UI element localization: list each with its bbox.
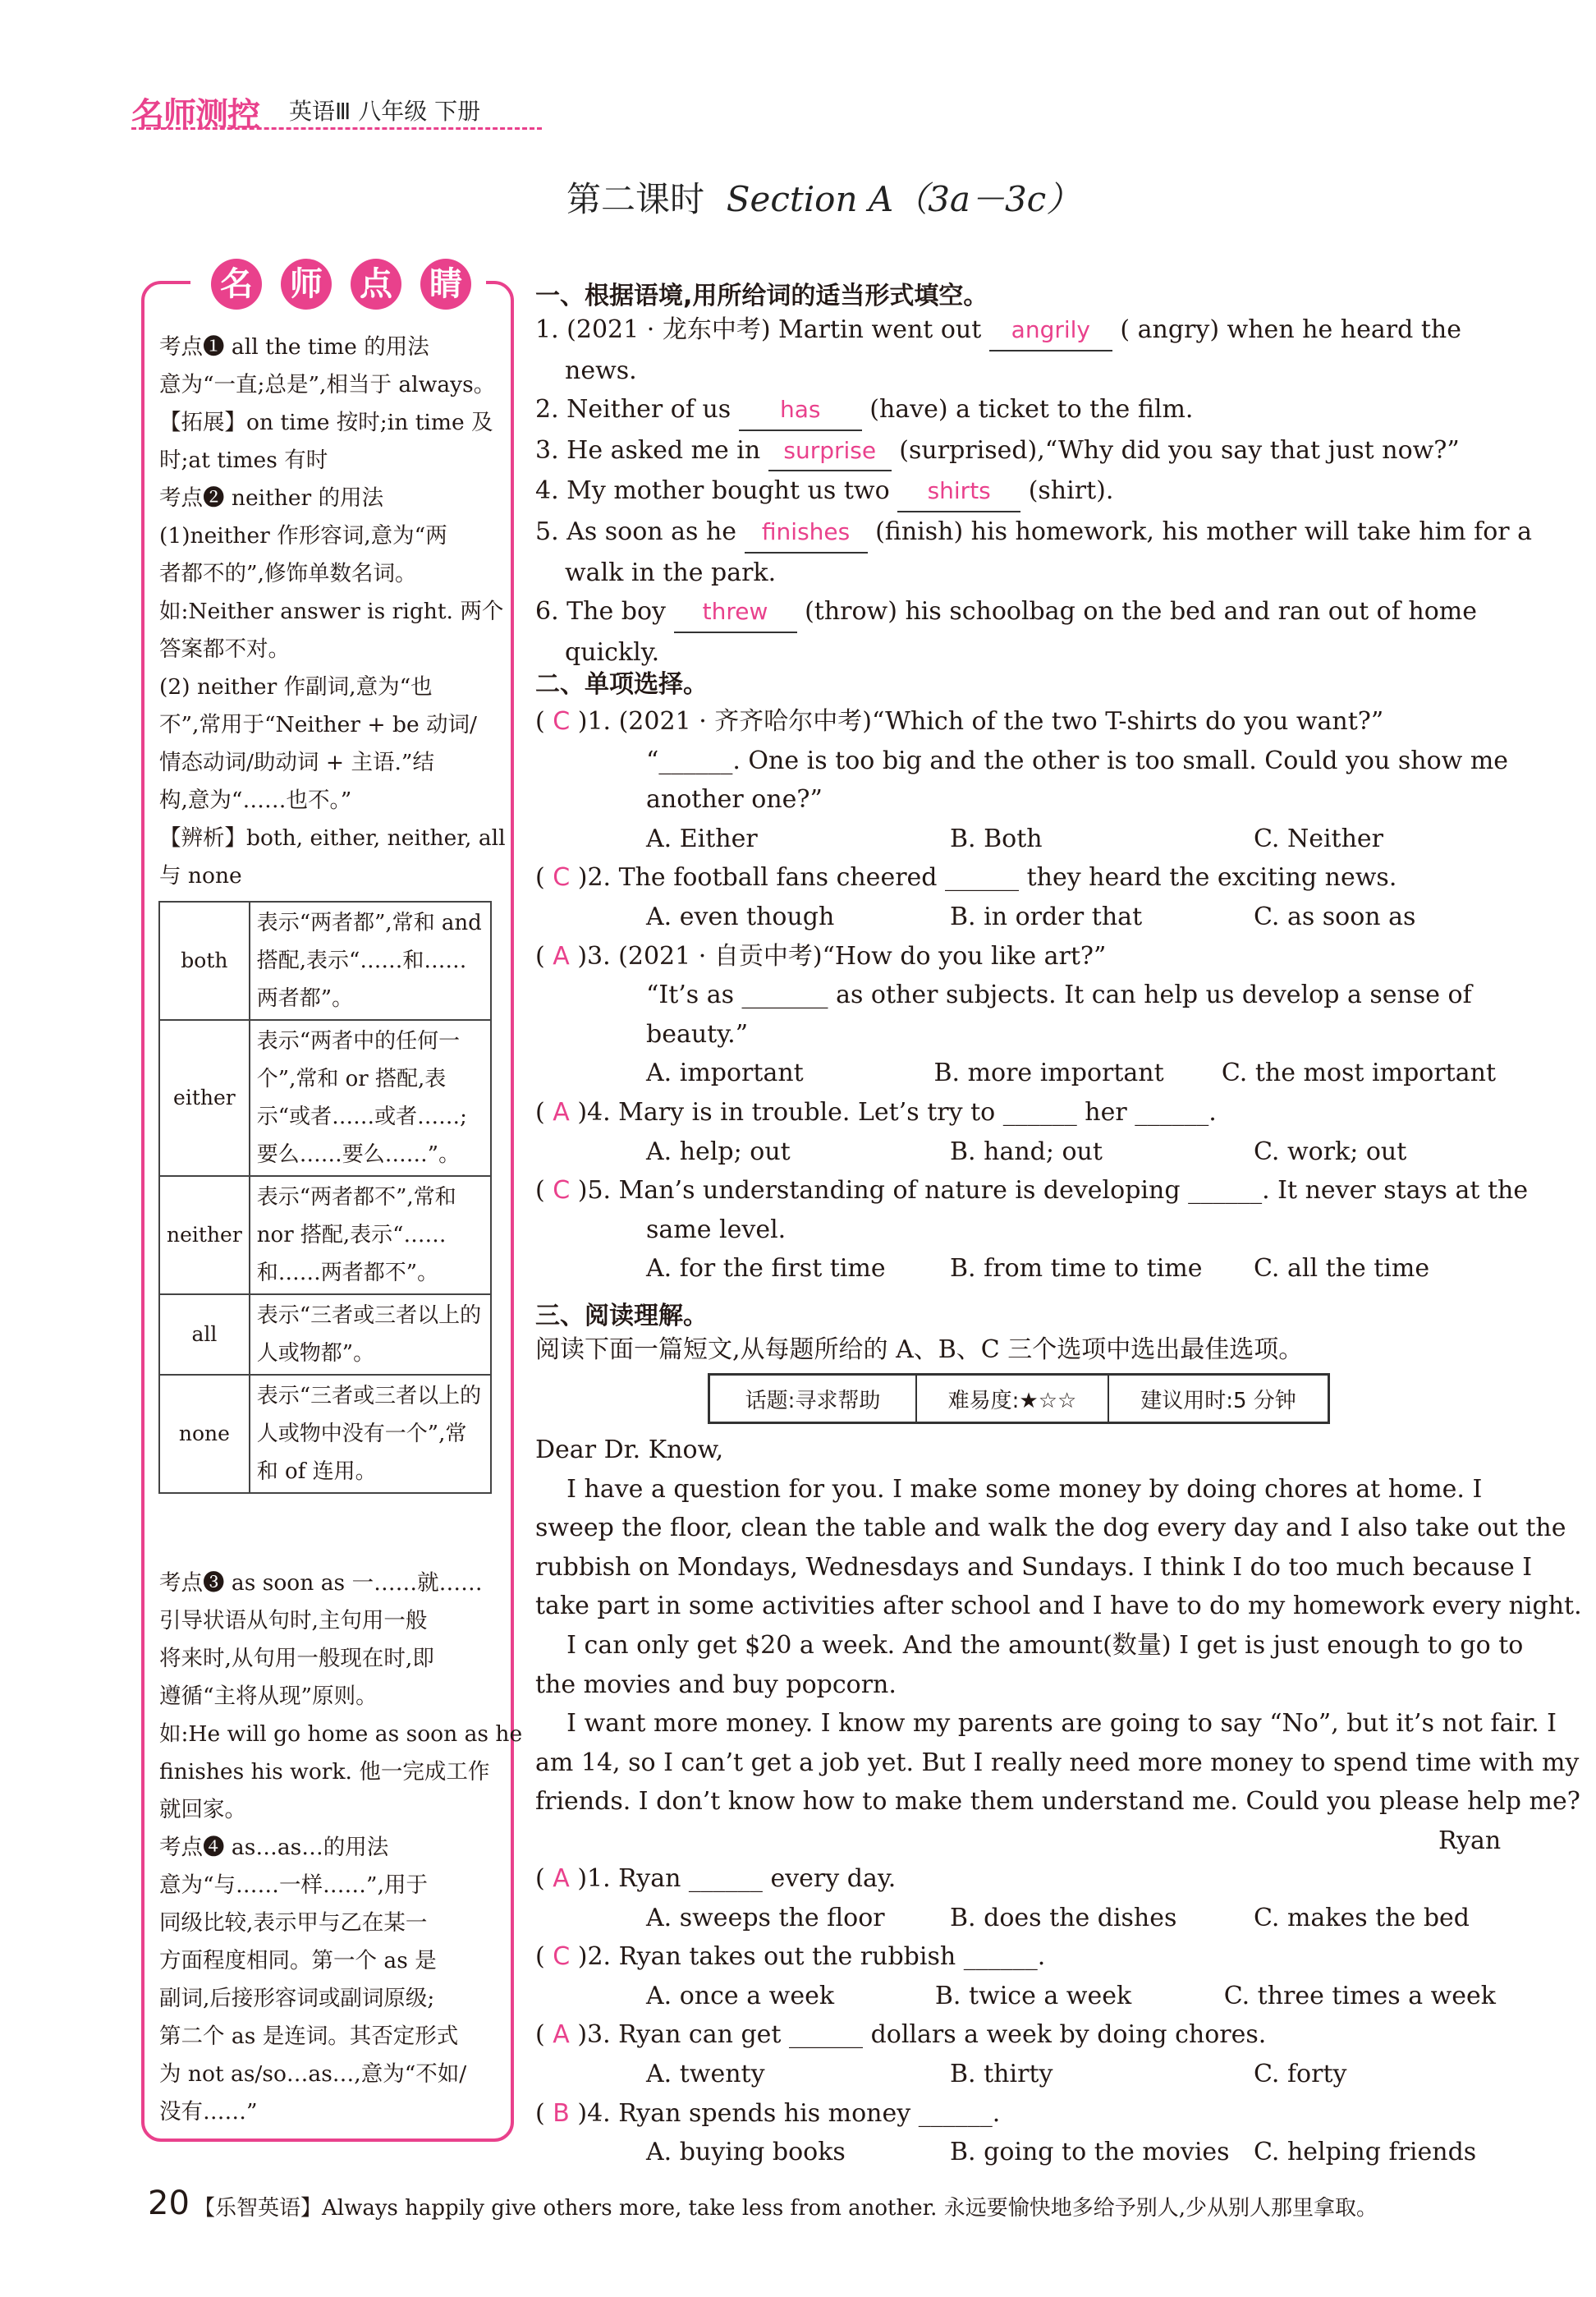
table-desc: 表示“两者中的任何一个”,常和 or 搭配,表示“或者……或者……;要么……要么……”。 — [250, 1020, 491, 1176]
options-row — [535, 2133, 1496, 2172]
option: C. forty — [1254, 2059, 1347, 2088]
reading-info-box — [708, 1373, 1330, 1424]
question-text: (have) a ticket to the film. — [861, 395, 1194, 425]
comparison-table — [158, 901, 492, 1494]
table-word: both — [159, 902, 250, 1020]
letter-signature: Ryan — [1438, 1826, 1502, 1855]
question-text: (shirt). — [1020, 476, 1114, 506]
badge-char: 名 — [211, 259, 262, 310]
section-heading-reading: 三、阅读理解。 — [535, 1302, 708, 1330]
table-word: all — [159, 1294, 250, 1375]
options-row — [535, 898, 1496, 937]
paren-open: ( — [535, 1942, 553, 1972]
subject-label: 英语Ⅲ 八年级 下册 — [289, 98, 481, 125]
sidebar-line: 为 not as/so…as…,意为“不如/ — [159, 2061, 467, 2087]
question-continuation: another one?” — [646, 785, 823, 815]
answer-blank — [739, 390, 862, 431]
badge-char: 睛 — [420, 259, 471, 310]
info-time: 建议用时:5 分钟 — [1140, 1388, 1296, 1413]
option: A. Either — [646, 824, 758, 853]
sidebar-line: (1)neither 作形容词,意为“两 — [159, 523, 447, 549]
options-row — [535, 1899, 1496, 1938]
section-heading-fill: 一、根据语境,用所给词的适当形式填空。 — [535, 282, 988, 310]
question-continuation: beauty.” — [646, 1019, 749, 1049]
table-row — [159, 1375, 491, 1493]
choice-answer: B — [553, 2098, 570, 2128]
option: A. for the first time — [646, 1254, 886, 1284]
sidebar-line: 意为“一直;总是”,相当于 always。 — [159, 372, 496, 397]
section-heading-choice: 二、单项选择。 — [535, 670, 708, 699]
letter-line: Dear Dr. Know, — [535, 1436, 724, 1464]
choice-questions — [535, 702, 1529, 1289]
table-row — [159, 902, 491, 1020]
sidebar-line: 时;at times 有时 — [159, 448, 328, 473]
choice-answer: A — [553, 1864, 570, 1893]
option: A. sweeps the floor — [646, 1903, 885, 1932]
sidebar-line: 意为“与……一样……”,用于 — [159, 1872, 429, 1898]
choice-question — [535, 1937, 1496, 1977]
paren-open: ( — [535, 941, 553, 971]
options-row — [535, 2055, 1496, 2094]
choice-question — [535, 1093, 1496, 1132]
question-text: 6. The boy — [535, 597, 674, 627]
option: A. once a week — [646, 1981, 834, 2010]
options-row — [535, 1054, 1496, 1093]
reading-passage — [535, 1431, 1582, 1822]
table-row — [159, 1294, 491, 1375]
choice-question — [535, 2094, 1496, 2134]
letter-line: I want more money. I know my parents are going to say “No”, but it’s not fair. I — [535, 1709, 1557, 1739]
sidebar-line: 将来时,从句用一般现在时,即 — [159, 1646, 434, 1671]
paren-open: ( — [535, 2098, 553, 2128]
answer-text: has — [779, 396, 821, 424]
choice-answer: A — [553, 941, 570, 971]
option: B. twice a week — [934, 1981, 1132, 2010]
fill-question — [535, 592, 1496, 633]
table-word: either — [159, 1020, 250, 1176]
option: B. in order that — [950, 902, 1143, 931]
question-text: )1. Ryan ______ every day. — [569, 1864, 897, 1893]
option: C. work; out — [1254, 1137, 1407, 1166]
paren-open: ( — [535, 863, 553, 893]
answer-text: threw — [702, 598, 768, 626]
answer-text: angrily — [1011, 316, 1090, 343]
question-continuation: same level. — [646, 1215, 787, 1244]
sidebar-line: 如:Neither answer is right. 两个 — [159, 599, 504, 624]
letter-line: friends. I don’t know how to make them understand me. Could you please help me? — [535, 1787, 1580, 1817]
option: B. does the dishes — [950, 1903, 1177, 1932]
sidebar-line: 第二个 as 是连词。其否定形式 — [159, 2024, 459, 2049]
sidebar-line: 者都不的”,修饰单数名词。 — [159, 561, 417, 586]
table-word: neither — [159, 1176, 250, 1294]
option: A. help; out — [646, 1137, 791, 1166]
option: B. going to the movies — [950, 2138, 1230, 2167]
choice-question — [535, 702, 1496, 742]
letter-line: sweep the floor, clean the table and walk the dog every day and I also take out the — [535, 1514, 1566, 1543]
paren-open: ( — [535, 1097, 553, 1127]
answer-text: finishes — [761, 517, 851, 545]
option: C. all the time — [1254, 1254, 1430, 1284]
sidebar-notes-bottom — [159, 1564, 523, 2131]
info-difficulty: 难易度:★☆☆ — [917, 1376, 1109, 1422]
question-text: ( angry) when he heard the — [1112, 315, 1461, 344]
question-text: (throw) his schoolbag on the bed and ran out of home — [796, 597, 1477, 627]
option: C. the most important — [1221, 1059, 1496, 1088]
paren-open: ( — [535, 1176, 553, 1206]
question-continuation: news. — [565, 356, 637, 385]
paren-open: ( — [535, 707, 553, 736]
question-text: )2. The football fans cheered ______ they heard the exciting news. — [570, 863, 1397, 893]
table-desc: 表示“两者都不”,常和 nor 搭配,表示“……和……两者都不”。 — [250, 1176, 491, 1294]
badge-char: 师 — [281, 259, 332, 310]
choice-question — [535, 858, 1496, 898]
sidebar-line: 引导状语从句时,主句用一般 — [159, 1608, 428, 1633]
option: B. thirty — [950, 2059, 1053, 2088]
answer-text: surprise — [783, 436, 877, 464]
option: B. hand; out — [950, 1137, 1103, 1166]
answer-blank — [745, 512, 868, 554]
sidebar-line: 如:He will go home as soon as he — [159, 1721, 523, 1747]
letter-line: I have a question for you. I make some money by doing chores at home. I — [535, 1474, 1483, 1504]
letter-line: am 14, so I can’t get a job yet. But I really need more money to spend time with my — [535, 1748, 1580, 1777]
reading-instruction: 阅读下面一篇短文,从每题所给的 A、B、C 三个选项中选出最佳选项。 — [535, 1335, 1304, 1364]
question-text: )4. Ryan spends his money ______. — [569, 2098, 1001, 2128]
choice-question — [535, 937, 1496, 976]
choice-question — [535, 2015, 1496, 2055]
sidebar-line: 【拓展】on time 按时;in time 及 — [159, 410, 493, 435]
options-row — [535, 1977, 1496, 2016]
fill-question — [535, 512, 1533, 554]
fill-question — [535, 431, 1496, 472]
sidebar-line: finishes his work. 他一完成工作 — [159, 1759, 490, 1785]
question-text: 1. (2021 · 龙东中考) Martin went out — [535, 315, 989, 344]
letter-line: the movies and buy popcorn. — [535, 1670, 897, 1699]
choice-answer: C — [553, 1176, 571, 1206]
fill-question — [535, 471, 1496, 512]
sidebar-line: 情态动词/助动词 + 主语.”结 — [159, 750, 434, 775]
question-text: (surprised),“Why did you say that just now?” — [891, 435, 1460, 465]
question-text: )5. Man’s understanding of nature is developing ______. It never stays at the — [570, 1176, 1529, 1206]
option: A. buying books — [646, 2138, 846, 2167]
letter-line: rubbish on Mondays, Wednesdays and Sundays. I think I do too much because I — [535, 1552, 1533, 1582]
sidebar-line: 副词,后接形容词或副词原级; — [159, 1986, 435, 2011]
sidebar-line: 考点❶ all the time 的用法 — [159, 334, 429, 360]
question-continuation: quickly. — [565, 637, 660, 667]
sidebar-notes-top — [159, 328, 506, 895]
sidebar-line: 没有……” — [159, 2099, 258, 2125]
table-desc: 表示“两者都”,常和 and 搭配,表示“……和……两者都”。 — [250, 902, 491, 1020]
question-text: 4. My mother bought us two — [535, 476, 898, 506]
reading-questions — [535, 1859, 1496, 2172]
choice-answer: A — [553, 2020, 570, 2050]
sidebar-line: 就回家。 — [159, 1797, 246, 1822]
option: C. three times a week — [1223, 1981, 1496, 2010]
lesson-title-en: Section A（3a－3c） — [726, 179, 1081, 219]
options-row — [535, 820, 1496, 859]
option: C. makes the bed — [1254, 1903, 1470, 1932]
fill-in-questions — [535, 310, 1533, 672]
options-row — [535, 1249, 1496, 1289]
fill-question — [535, 390, 1496, 431]
sidebar-line: 考点❷ neither 的用法 — [159, 485, 384, 511]
sidebar-line: (2) neither 作副词,意为“也 — [159, 674, 433, 700]
answer-blank — [768, 431, 892, 472]
sidebar-line: 方面程度相同。第一个 as 是 — [159, 1948, 437, 1973]
options-row — [535, 1132, 1496, 1172]
choice-answer: C — [553, 1942, 571, 1972]
choice-question — [535, 1859, 1496, 1899]
question-text: )3. Ryan can get ______ dollars a week by doing chores. — [569, 2020, 1267, 2050]
choice-question — [535, 1171, 1529, 1211]
choice-answer: C — [553, 863, 571, 893]
option: B. more important — [933, 1059, 1164, 1088]
lesson-title-cn: 第二课时 — [566, 179, 705, 219]
option: A. even though — [646, 902, 835, 931]
footer-quote: 【乐智英语】Always happily give others more, take less from another. 永远要愉快地多给予别人,少从别人那里拿取。 — [194, 2196, 1378, 2221]
sidebar-line: 不”,常用于“Neither + be 动词/ — [159, 712, 477, 737]
info-topic: 话题:寻求帮助 — [710, 1376, 917, 1422]
table-row — [159, 1176, 491, 1294]
question-text: 2. Neither of us — [535, 395, 739, 425]
answer-blank — [897, 471, 1020, 512]
question-text: )4. Mary is in trouble. Let’s try to ______ her ______. — [569, 1097, 1217, 1127]
question-text: 5. As soon as he — [535, 517, 745, 546]
table-desc: 表示“三者或三者以上的人或物都”。 — [250, 1294, 491, 1375]
question-text: 3. He asked me in — [535, 435, 768, 465]
brand-logo: 名师测控 — [131, 96, 259, 134]
sidebar-line: 同级比较,表示甲与乙在某一 — [159, 1910, 428, 1936]
choice-answer: A — [553, 1097, 570, 1127]
letter-line: I can only get $20 a week. And the amount(数量) I get is just enough to go to — [535, 1630, 1524, 1660]
fill-question — [535, 310, 1496, 351]
option: C. helping friends — [1254, 2138, 1477, 2167]
option: A. important — [646, 1059, 804, 1088]
answer-blank — [989, 310, 1112, 351]
sidebar-line: 与 none — [159, 863, 242, 889]
option: C. as soon as — [1254, 902, 1416, 931]
sidebar-line: 考点❸ as soon as 一……就…… — [159, 1570, 483, 1596]
question-text: )3. (2021 · 自贡中考)“How do you like art?” — [569, 941, 1107, 971]
question-text: )1. (2021 · 齐齐哈尔中考)“Which of the two T-shirts do you want?” — [570, 707, 1384, 736]
table-word: none — [159, 1375, 250, 1493]
table-row — [159, 1020, 491, 1176]
option: C. Neither — [1254, 824, 1384, 853]
table-desc: 表示“三者或三者以上的人或物中没有一个”,常和 of 连用。 — [250, 1375, 491, 1493]
question-continuation: walk in the park. — [565, 558, 777, 587]
sidebar-line: 考点❹ as…as…的用法 — [159, 1835, 389, 1860]
question-text: )2. Ryan takes out the rubbish ______. — [570, 1942, 1046, 1972]
option: A. twenty — [646, 2059, 765, 2088]
option: B. from time to time — [950, 1254, 1203, 1284]
sidebar-line: 【辨析】both, either, neither, all — [159, 825, 506, 851]
option: B. Both — [950, 824, 1043, 853]
letter-line: take part in some activities after school and I have to do my homework every night. — [535, 1592, 1582, 1621]
sidebar-badge — [190, 259, 486, 318]
question-text: (finish) his homework, his mother will take him for a — [867, 517, 1533, 546]
choice-answer: C — [553, 707, 571, 736]
paren-open: ( — [535, 2020, 553, 2050]
answer-text: shirts — [927, 477, 991, 505]
sidebar-line: 答案都不对。 — [159, 636, 290, 662]
paren-open: ( — [535, 1864, 553, 1893]
page-number: 20 — [148, 2184, 190, 2222]
question-continuation: “It’s as _______ as other subjects. It can help us develop a sense of — [646, 981, 1472, 1010]
answer-blank — [674, 592, 797, 633]
sidebar-line: 构,意为“……也不。” — [159, 788, 352, 813]
question-continuation: “______. One is too big and the other is too small. Could you show me — [646, 746, 1509, 775]
header-divider — [131, 127, 542, 130]
badge-char: 点 — [351, 259, 401, 310]
lesson-title — [566, 172, 1080, 222]
sidebar-line: 遵循“主将从现”原则。 — [159, 1684, 378, 1709]
